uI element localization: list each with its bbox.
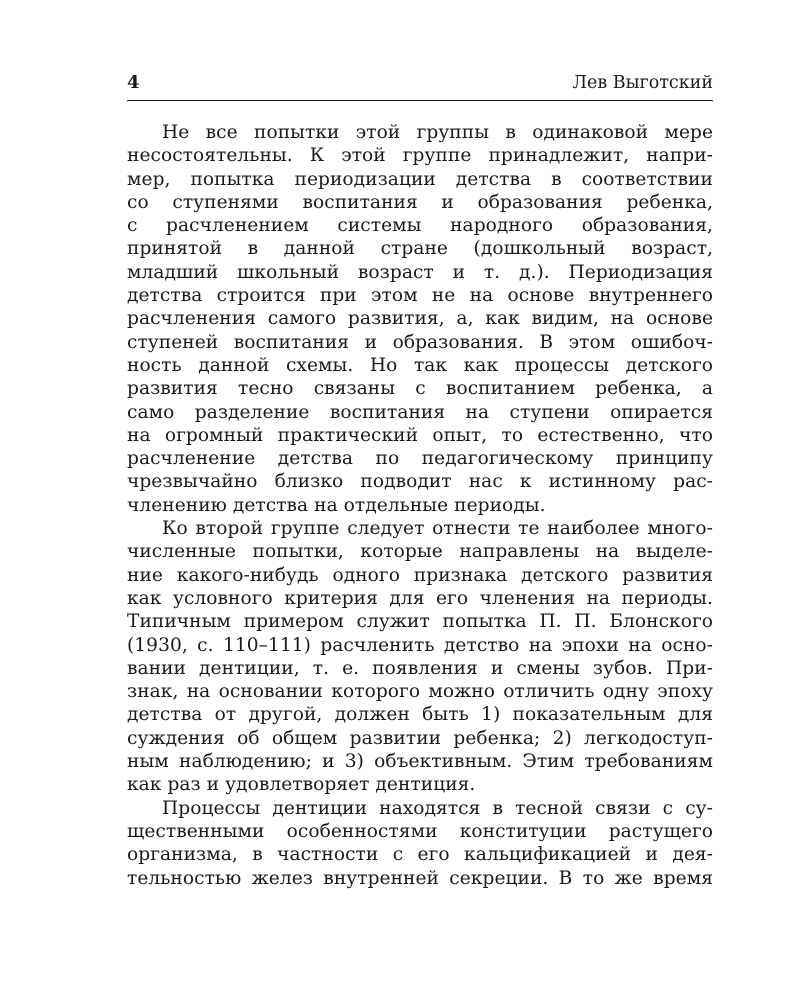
text-line: ность данной схемы. Но так как процессы детского xyxy=(127,354,713,376)
text-line: на огромный практический опыт, то естественно, что xyxy=(127,424,713,446)
text-line: Типичным примером служит попытка П. П. Блонского xyxy=(127,611,713,633)
text-line: с расчленением системы народного образования, xyxy=(127,215,713,237)
text-line: мер, попытка периодизации детства в соответствии xyxy=(127,168,713,190)
paragraph xyxy=(127,797,713,890)
text-line: членению детства на отдельные периоды. xyxy=(127,494,546,516)
text-line: численные попытки, которые направлены на выделе- xyxy=(127,541,713,563)
text-line: чрезвычайно близко подводит нас к истинному рас- xyxy=(127,471,713,493)
text-line: ным наблюдению; и 3) объективным. Этим требованиям xyxy=(127,751,713,773)
paragraph xyxy=(127,121,713,517)
text-line: расчленение детства по педагогическому принципу xyxy=(127,448,713,470)
text-line: Процессы дентиции находятся в тесной связи с су- xyxy=(162,797,713,819)
text-line: само разделение воспитания на ступени опирается xyxy=(127,401,713,423)
text-line: ние какого-нибудь одного признака детского развития xyxy=(127,564,713,586)
text-line: тельностью желез внутренней секреции. В то же время xyxy=(127,867,713,889)
text-line: детства строится при этом не на основе внутреннего xyxy=(127,285,713,307)
text-line: Ко второй группе следует отнести те наиболее много- xyxy=(162,518,713,540)
body-text xyxy=(127,121,713,890)
text-line: вании дентиции, т. е. появления и смены зубов. При- xyxy=(127,657,713,679)
text-line: расчленения самого развития, а, как видим, на основе xyxy=(127,308,713,330)
text-line: младший школьный возраст и т. д.). Периодизация xyxy=(127,261,713,283)
text-line: организма, в частности с его кальцификацией и дея- xyxy=(127,844,713,866)
text-line: ступеней воспитания и образования. В этом ошибоч- xyxy=(127,331,713,353)
running-head xyxy=(127,72,713,101)
text-line: Не все попытки этой группы в одинаковой мере xyxy=(162,122,713,143)
text-line: принятой в данной стране (дошкольный возраст, xyxy=(127,238,713,260)
text-line: со ступенями воспитания и образования ребенка, xyxy=(127,191,713,213)
text-line: несостоятельны. К этой группе принадлежит, напри- xyxy=(127,145,713,167)
text-line: как условного критерия для его членения на периоды. xyxy=(127,587,713,609)
running-head-author: Лев Выготский xyxy=(572,73,713,93)
paragraph xyxy=(127,517,713,797)
text-line: как раз и удовлетворяет дентиция. xyxy=(127,774,476,796)
book-page xyxy=(127,72,713,890)
text-line: развития тесно связаны с воспитанием ребенка, а xyxy=(127,378,713,400)
text-line: детства от другой, должен быть 1) показательным для xyxy=(127,704,713,726)
text-line: (1930, с. 110–111) расчленить детство на эпохи на осно- xyxy=(127,634,713,656)
page-number: 4 xyxy=(127,72,140,93)
text-line: знак, на основании которого можно отличить одну эпоху xyxy=(127,681,713,703)
text-line: щественными особенностями конституции растущего xyxy=(127,820,713,842)
text-line: суждения об общем развитии ребенка; 2) легкодоступ- xyxy=(127,727,713,749)
